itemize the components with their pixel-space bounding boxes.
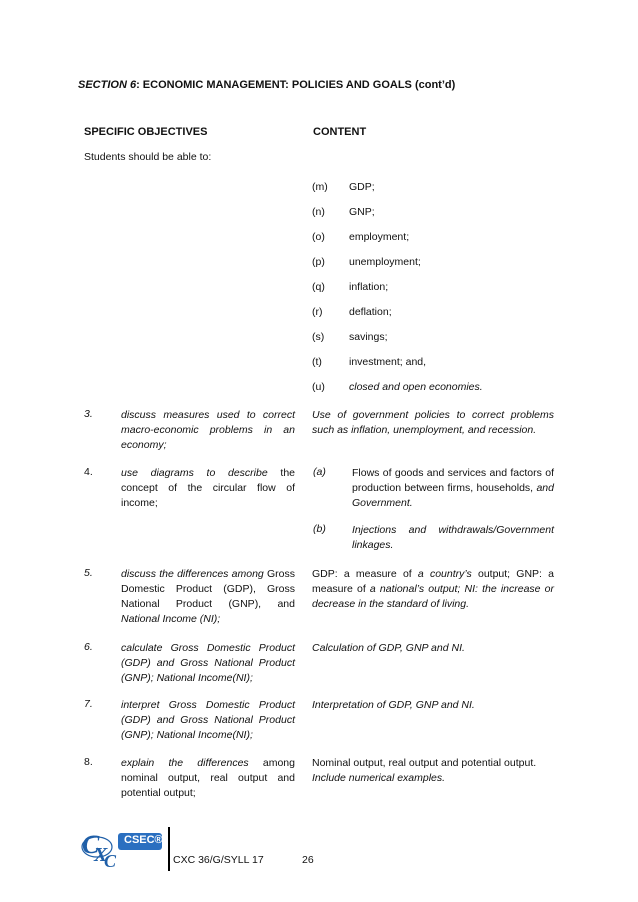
- column-header-content: CONTENT: [313, 126, 367, 138]
- objective-number: 3.: [84, 408, 93, 420]
- list-item: (o) employment;: [312, 231, 410, 243]
- intro-text: Students should be able to:: [84, 151, 212, 163]
- list-item: (u) closed and open economies.: [312, 381, 483, 393]
- svg-text:C: C: [82, 830, 100, 859]
- content-text: GDP: a measure of a country’s output; GNP: a measure of a national’s output; NI: the increase or decrease in the standard of living.: [312, 568, 554, 610]
- content-text: Calculation of GDP, GNP and NI.: [312, 642, 465, 654]
- cxc-logo: [80, 823, 166, 869]
- csec-badge: CSEC®: [124, 834, 163, 846]
- objective-text: interpret Gross Domestic Product (GDP) and Gross National Product (GNP); National Income(NI);: [121, 699, 295, 741]
- sub-key: (b): [313, 523, 326, 535]
- list-item: (s) savings;: [312, 331, 388, 343]
- footer-code: CXC 36/G/SYLL 17: [173, 854, 264, 866]
- page-number: 26: [302, 854, 314, 866]
- sub-content: Injections and withdrawals/Government linkages.: [352, 524, 554, 551]
- svg-text:C: C: [104, 851, 117, 869]
- objective-text: discuss the differences among Gross Domestic Product (GDP), Gross National Product (GNP), and National Income (NI);: [121, 568, 295, 625]
- objective-text: discuss measures used to correct macro-economic problems in an economy;: [121, 409, 295, 451]
- section-heading: [78, 79, 455, 91]
- list-item: (r) deflation;: [312, 306, 392, 318]
- cxc-logo-icon: [80, 823, 166, 869]
- content-text: Use of government policies to correct problems such as inflation, unemployment, and recession.: [312, 409, 554, 436]
- objective-number: 6.: [84, 641, 93, 653]
- sub-content: Flows of goods and services and factors of production between firms, households, and Government.: [352, 467, 554, 509]
- content-text: Nominal output, real output and potential output. Include numerical examples.: [312, 757, 537, 784]
- list-item: (n) GNP;: [312, 206, 375, 218]
- list-item: (m) GDP;: [312, 181, 375, 193]
- footer-divider: [168, 827, 170, 871]
- list-item: (t) investment; and,: [312, 356, 427, 368]
- section-label: SECTION 6: [78, 79, 137, 91]
- column-header-objectives: SPECIFIC OBJECTIVES: [84, 126, 208, 138]
- objective-number: 4.: [84, 466, 93, 478]
- section-title: : ECONOMIC MANAGEMENT: POLICIES AND GOALS (cont’d): [136, 79, 456, 91]
- objective-text: use diagrams to describe the concept of the circular flow of income;: [121, 467, 296, 509]
- list-item: (p) unemployment;: [312, 256, 421, 268]
- objective-number: 5.: [84, 567, 93, 579]
- objective-text: explain the differences among nominal output, real output and potential output;: [121, 757, 295, 799]
- objective-text: calculate Gross Domestic Product (GDP) and Gross National Product (GNP); National Income(NI);: [121, 642, 295, 684]
- objective-number: 8.: [84, 756, 93, 768]
- objective-number: 7.: [84, 698, 93, 710]
- list-item: (q) inflation;: [312, 281, 389, 293]
- content-text: Interpretation of GDP, GNP and NI.: [312, 699, 475, 711]
- sub-key: (a): [313, 466, 326, 478]
- svg-text:X: X: [94, 844, 108, 866]
